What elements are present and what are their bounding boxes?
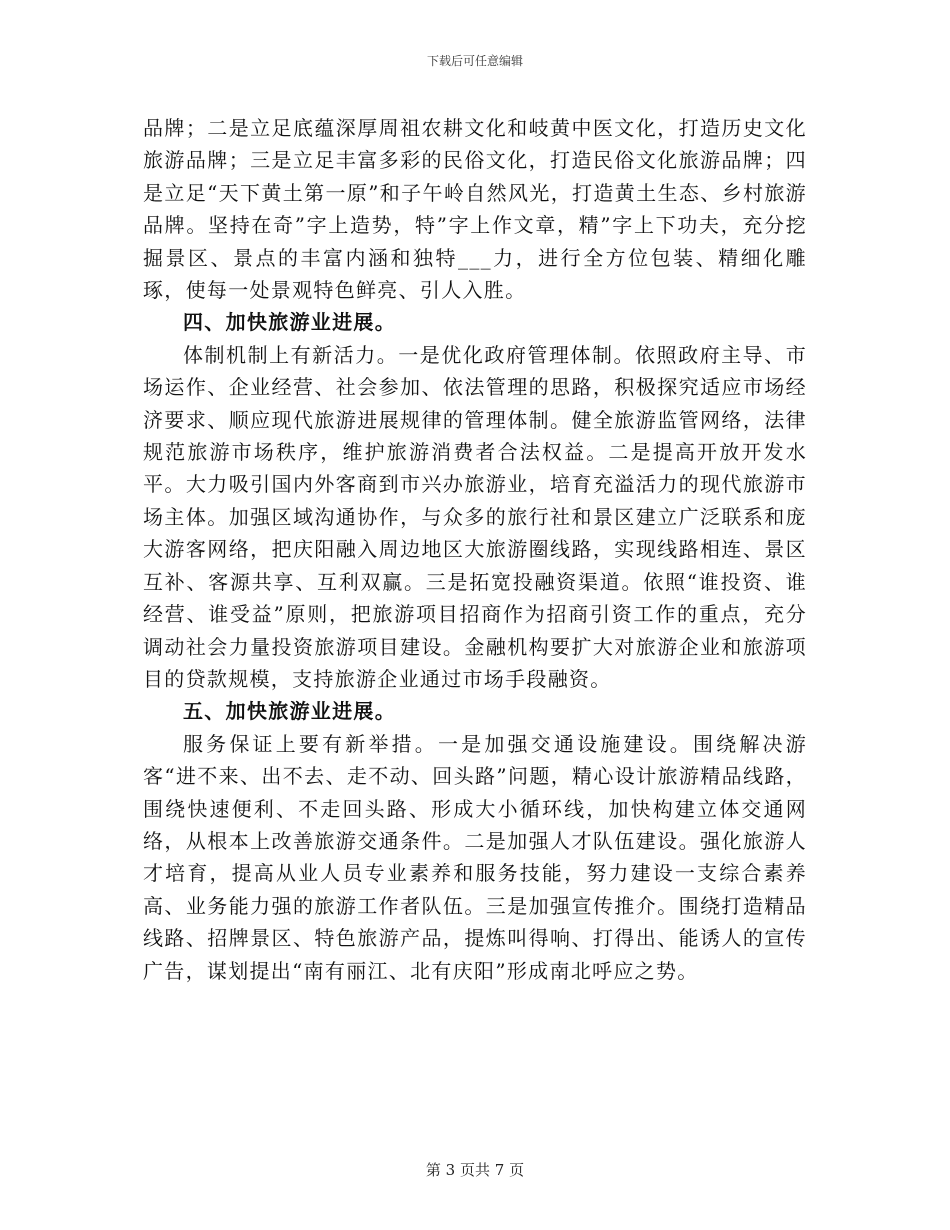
paragraph-continuation: 品牌；二是立足底蕴深厚周祖农耕文化和岐黄中医文化，打造历史文化旅游品牌；三是立足丰富多彩的民俗文化，打造民俗文化旅游品牌；四是立足“天下黄土第一原”和子午岭自然风光，打造黄土生态、乡村旅游品牌。坚持在奇”字上造势，特”字上作文章，精”字上下功夫，充分挖掘景区、景点的丰富内涵和独特___力，进行全方位包装、精细化雕琢，使每一处景观特色鲜亮、引人入胜。 [143, 116, 807, 303]
page-header: 下载后可任意编辑 [426, 54, 523, 68]
paragraph-institutions: 体制机制上有新活力。一是优化政府管理体制。依照政府主导、市场运作、企业经营、社会参加、依法管理的思路，积极探究适应市场经济要求、顺应现代旅游进展规律的管理体制。健全旅游监管网络，法律规范旅游市场秩序，维护旅游消费者合法权益。二是提高开放开发水平。大力吸引国内外客商到市兴办旅游业，培育充溢活力的现代旅游市场主体。加强区域沟通协作，与众多的旅行社和景区建立广泛联系和庞大游客网络，把庆阳融入周边地区大旅游圈线路，实现线路相连、景区互补、客源共享、互利双赢。三是拓宽投融资渠道。依照“谁投资、谁经营、谁受益”原则，把旅游项目招商作为招商引资工作的重点，充分调动社会力量投资旅游项目建设。金融机构要扩大对旅游企业和旅游项目的贷款规模，支持旅游企业通过市场手段融资。 [143, 342, 807, 691]
page-footer: 第 3 页共 7 页 [425, 1161, 525, 1179]
section-heading-5: 五、加快旅游业进展。 [183, 699, 396, 724]
paragraph-services: 服务保证上要有新举措。一是加强交通设施建设。围绕解决游客“进不来、出不去、走不动、回头路”问题，精心设计旅游精品线路，围绕快速便利、不走回头路、形成大小循环线，加快构建立体交通网络，从根本上改善旅游交通条件。二是加强人才队伍建设。强化旅游人才培育，提高从业人员专业素养和服务技能，努力建设一支综合素养高、业务能力强的旅游工作者队伍。三是加强宣传推介。围绕打造精品线路、招牌景区、特色旅游产品，提炼叫得响、打得出、能诱人的宣传广告，谋划提出“南有丽江、北有庆阳”形成南北呼应之势。 [143, 731, 807, 983]
document-body [143, 112, 807, 987]
section-heading-4: 四、加快旅游业进展。 [183, 310, 396, 335]
